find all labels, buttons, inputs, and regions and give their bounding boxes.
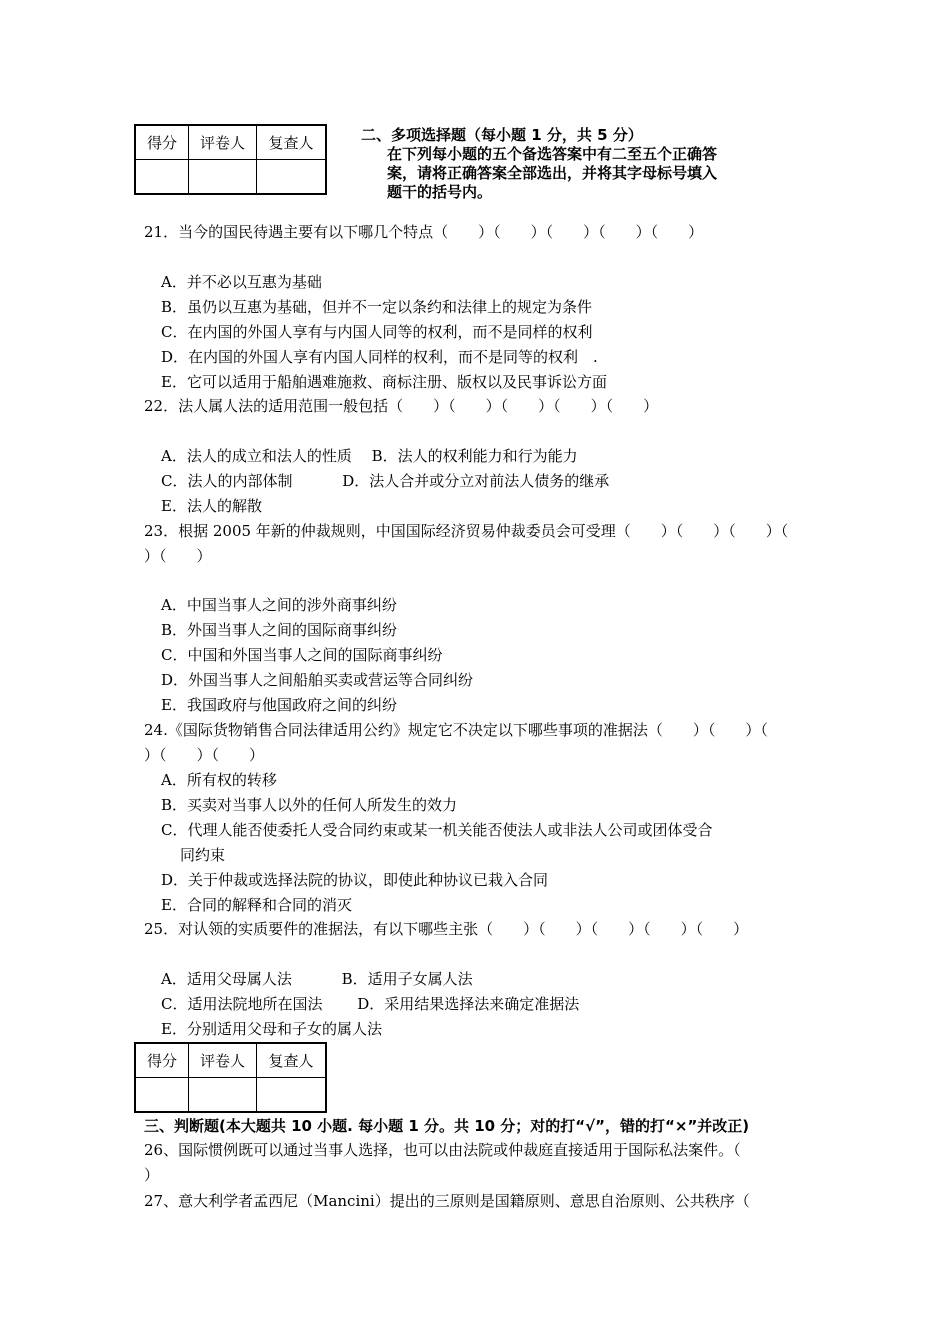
section2-instruction-2: 案，请将正确答案全部选出，并将其字母标号填入 <box>387 164 718 182</box>
q24-option-d: D．关于仲裁或选择法院的协议，即使此种协议已栽入合同 <box>161 871 549 889</box>
q23-option-c: C．中国和外国当事人之间的国际商事纠纷 <box>161 646 443 664</box>
q23-option-d: D．外国当事人之间船舶买卖或营运等合同纠纷 <box>161 671 474 689</box>
q24-stem-1: 24.《国际货物销售合同法律适用公约》规定它不决定以下哪些事项的准据法（ ）（ ）（ <box>144 721 768 739</box>
q21-option-d: D．在内国的外国人享有内国人同样的权利，而不是同等的权利 . <box>161 348 598 366</box>
reviewer-cell[interactable] <box>257 1078 327 1113</box>
section3-title: 三、判断题(本大题共 10 小题. 每小题 1 分。共 10 分；对的打“√”，错的打“×”并改正) <box>144 1117 750 1135</box>
score-header: 得分 <box>135 1043 189 1078</box>
reviewer-cell[interactable] <box>257 160 327 195</box>
section2-instruction-1: 在下列每小题的五个备选答案中有二至五个正确答 <box>387 145 718 163</box>
score-cell[interactable] <box>135 160 189 195</box>
score-table-top <box>134 124 327 195</box>
score-cell[interactable] <box>135 1078 189 1113</box>
q22-option-e: E．法人的解散 <box>161 497 262 515</box>
q27-line-1: 27、意大利学者孟西尼（Mancini）提出的三原则是国籍原则、意思自治原则、公共秩序（ <box>144 1192 750 1210</box>
q23-option-b: B．外国当事人之间的国际商事纠纷 <box>161 621 398 639</box>
grader-header: 评卷人 <box>189 125 257 160</box>
grader-cell[interactable] <box>189 1078 257 1113</box>
section2-instruction-3: 题干的括号内。 <box>387 183 493 201</box>
q21-option-b: B．虽仍以互惠为基础，但并不一定以条约和法律上的规定为条件 <box>161 298 593 316</box>
q24-option-c-1: C．代理人能否使委托人受合同约束或某一机关能否使法人或非法人公司或团体受合 <box>161 821 713 839</box>
q21-option-c: C．在内国的外国人享有与内国人同等的权利，而不是同样的权利 <box>161 323 593 341</box>
score-header: 得分 <box>135 125 189 160</box>
reviewer-header: 复查人 <box>257 125 327 160</box>
q24-option-c-2: 同约束 <box>180 846 226 864</box>
q23-stem-1: 23．根据 2005 年新的仲裁规则，中国国际经济贸易仲裁委员会可受理（ ）（ ）（ ）（ <box>144 522 789 540</box>
q24-stem-2: ）（ ）（ ） <box>144 746 265 764</box>
q22-options-ab: A．法人的成立和法人的性质 B．法人的权利能力和行为能力 <box>161 447 578 465</box>
q23-option-a: A．中国当事人之间的涉外商事纠纷 <box>161 596 397 614</box>
section2-title: 二、多项选择题（每小题 1 分，共 5 分） <box>361 126 643 144</box>
q25-option-e: E．分别适用父母和子女的属人法 <box>161 1020 382 1038</box>
q22-options-cd: C．法人的内部体制 D．法人合并或分立对前法人债务的继承 <box>161 472 610 490</box>
q25-options-ab: A．适用父母属人法 B．适用子女属人法 <box>161 970 473 988</box>
grader-header: 评卷人 <box>189 1043 257 1078</box>
q21-option-e: E．它可以适用于船舶遇难施救、商标注册、版权以及民事诉讼方面 <box>161 373 607 391</box>
q24-option-a: A．所有权的转移 <box>161 771 277 789</box>
section2-heading <box>361 126 781 202</box>
q21-stem: 21．当今的国民待遇主要有以下哪几个特点（ ）（ ）（ ）（ ）（ ） <box>144 223 704 241</box>
q24-option-b: B．买卖对当事人以外的任何人所发生的效力 <box>161 796 458 814</box>
q22-stem: 22．法人属人法的适用范围一般包括（ ）（ ）（ ）（ ）（ ） <box>144 397 659 415</box>
q25-options-cd: C．适用法院地所在国法 D．采用结果选择法来确定准据法 <box>161 995 580 1013</box>
grader-cell[interactable] <box>189 160 257 195</box>
q23-stem-2: ）（ ） <box>144 547 212 565</box>
q24-option-e: E．合同的解释和合同的消灭 <box>161 896 352 914</box>
q26-line-2: ） <box>144 1166 160 1184</box>
q26-line-1: 26、国际惯例既可以通过当事人选择，也可以由法院或仲裁庭直接适用于国际私法案件。（ <box>144 1141 741 1159</box>
q25-stem: 25．对认领的实质要件的准据法，有以下哪些主张（ ）（ ）（ ）（ ）（ ） <box>144 920 749 938</box>
q21-option-a: A．并不必以互惠为基础 <box>161 273 322 291</box>
score-table-bottom <box>134 1042 327 1113</box>
reviewer-header: 复查人 <box>257 1043 327 1078</box>
q23-option-e: E．我国政府与他国政府之间的纠纷 <box>161 696 397 714</box>
